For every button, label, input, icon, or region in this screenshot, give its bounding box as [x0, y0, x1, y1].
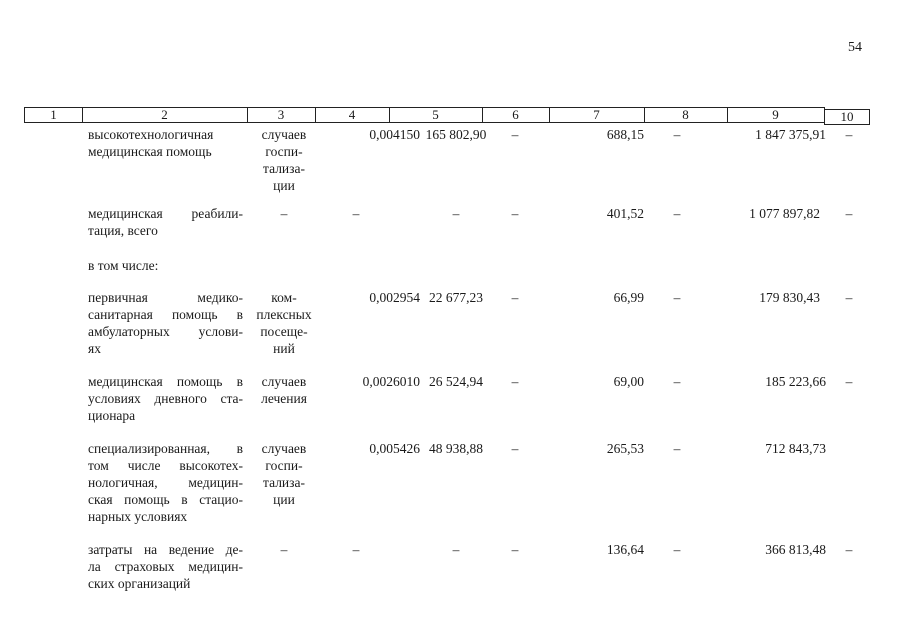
cell-col4: 0,0026010: [362, 374, 420, 389]
row-unit: случаев лечения: [261, 374, 307, 406]
cell-col10: –: [845, 206, 853, 221]
column-header: 1: [24, 107, 83, 123]
cell-col8: –: [673, 374, 681, 389]
cell-col5: 165 802,90: [425, 127, 487, 142]
cell-col9: 185 223,66: [765, 374, 826, 389]
column-header: 9: [727, 107, 825, 123]
cell-col9: 712 843,73: [765, 441, 826, 456]
cell-col7: 136,64: [606, 542, 644, 557]
row-unit: случаев госпи- тализа- ции: [261, 441, 307, 507]
row-unit: случаев госпи- тализа- ции: [261, 127, 307, 193]
cell-col4: 0,004150: [369, 127, 420, 142]
row-name: медицинская помощь в условиях дневного ста- ционара: [88, 374, 243, 423]
cell-col10: –: [845, 290, 853, 305]
cell-col4: 0,002954: [369, 290, 420, 305]
cell-col7: 401,52: [606, 206, 644, 221]
row-unit: –: [280, 206, 288, 221]
cell-col5: 26 524,94: [429, 374, 483, 389]
cell-col4: 0,005426: [369, 441, 420, 456]
table-header-row: [24, 107, 870, 124]
cell-col5: –: [452, 206, 460, 221]
column-header: 2: [82, 107, 248, 123]
cell-col9: 1 077 897,82: [749, 206, 820, 221]
cell-col5: 48 938,88: [429, 441, 483, 456]
row-name: специализированная, в том числе высокотех- нологичная, медицин- ская помощь в стацио- нарных условиях: [88, 441, 243, 524]
cell-col4: –: [352, 206, 360, 221]
column-header: 10: [824, 109, 870, 125]
row-name: в том числе:: [88, 258, 159, 273]
cell-col5: –: [452, 542, 460, 557]
cell-col9: 1 847 375,91: [755, 127, 826, 142]
row-unit: ком- плексных посеще- ний: [256, 290, 312, 356]
column-header: 6: [482, 107, 550, 123]
column-header: 4: [315, 107, 390, 123]
cell-col8: –: [673, 127, 681, 142]
row-name: высокотехнологичная медицинская помощь: [88, 127, 214, 159]
row-name: первичная медико- санитарная помощь в амбулаторных услови- ях: [88, 290, 243, 356]
cell-col5: 22 677,23: [429, 290, 483, 305]
row-name: медицинская реабили- тация, всего: [88, 206, 243, 238]
column-header: 5: [389, 107, 483, 123]
cell-col8: –: [673, 206, 681, 221]
cell-col6: –: [511, 441, 519, 456]
cell-col8: –: [673, 542, 681, 557]
cell-col7: 69,00: [613, 374, 644, 389]
column-header: 7: [549, 107, 645, 123]
cell-col10: –: [845, 127, 853, 142]
cell-col7: 688,15: [606, 127, 644, 142]
cell-col8: –: [673, 290, 681, 305]
cell-col7: 66,99: [613, 290, 644, 305]
cell-col9: 366 813,48: [765, 542, 826, 557]
cell-col8: –: [673, 441, 681, 456]
cell-col4: –: [352, 542, 360, 557]
column-header: 8: [644, 107, 728, 123]
row-name: затраты на ведение де- ла страховых медицин- ских организаций: [88, 542, 243, 591]
cell-col6: –: [511, 290, 519, 305]
cell-col9: 179 830,43: [759, 290, 820, 305]
row-unit: –: [280, 542, 288, 557]
column-header: 3: [247, 107, 316, 123]
page-number: 54: [848, 40, 862, 55]
cell-col7: 265,53: [606, 441, 644, 456]
cell-col6: –: [511, 542, 519, 557]
cell-col10: –: [845, 374, 853, 389]
cell-col6: –: [511, 374, 519, 389]
cell-col6: –: [511, 127, 519, 142]
cell-col6: –: [511, 206, 519, 221]
cell-col10: –: [845, 542, 853, 557]
